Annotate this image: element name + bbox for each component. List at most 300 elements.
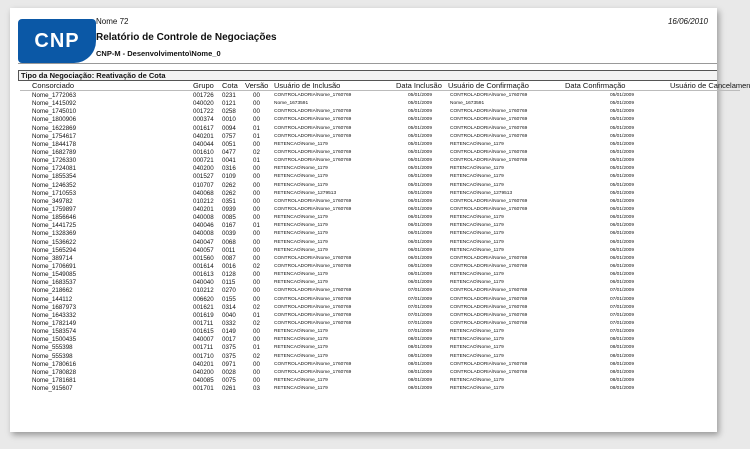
data-confirmacao-cell: 05/01/2009 — [610, 182, 635, 188]
consorciado-cell: Nome_1782149 — [32, 319, 77, 327]
cota-cell: 0149 — [222, 328, 236, 336]
grupo-cell: 000374 — [193, 116, 214, 124]
usuario-confirmacao-cell: CONTROLADORIA\Nome_1760769 — [450, 149, 528, 155]
cota-cell: 0121 — [222, 100, 236, 108]
grupo-cell: 040008 — [193, 214, 214, 222]
usuario-confirmacao-cell: CONTROLADORIA\Nome_1760769 — [450, 320, 528, 326]
versao-cell: 00 — [253, 246, 260, 254]
versao-cell: 00 — [253, 279, 260, 287]
consorciado-cell: Nome_1549085 — [32, 271, 77, 279]
column-header: Cota — [222, 81, 238, 90]
cota-cell: 0109 — [222, 173, 236, 181]
consorciado-cell: Nome_1328369 — [32, 230, 77, 238]
usuario-inclusao-cell: RETENCAO\Nome_1179 — [274, 272, 328, 278]
data-inclusao-cell: 08/01/2009 — [408, 377, 433, 383]
versao-cell: 00 — [253, 336, 260, 344]
cota-cell: 0757 — [222, 132, 236, 140]
versao-cell: 00 — [253, 254, 260, 262]
grupo-cell: 001711 — [193, 344, 214, 352]
usuario-confirmacao-cell: CONTROLADORIA\Nome_1760769 — [450, 304, 528, 310]
usuario-confirmacao-cell: RETENCAO\Nome_1179 — [450, 239, 504, 245]
grupo-cell: 001527 — [193, 173, 214, 181]
usuario-confirmacao-cell: CONTROLADORIA\Nome_1760769 — [450, 361, 528, 367]
usuario-confirmacao-cell: Nome_1673591 — [450, 101, 485, 107]
data-confirmacao-cell: 05/01/2009 — [610, 158, 635, 164]
grupo-cell: 040046 — [193, 222, 214, 230]
data-inclusao-cell: 08/01/2009 — [408, 353, 433, 359]
data-confirmacao-cell: 06/01/2009 — [610, 215, 635, 221]
versao-cell: 00 — [253, 360, 260, 368]
versao-cell: 01 — [253, 132, 260, 140]
usuario-confirmacao-cell: RETENCAO\Nome_1179 — [450, 280, 504, 286]
data-confirmacao-cell: 06/01/2009 — [610, 231, 635, 237]
report-subtitle: CNP-M - Desenvolvimento\Nome_0 — [96, 49, 221, 58]
usuario-inclusao-cell: CONTROLADORIA\Nome_1760769 — [274, 320, 352, 326]
consorciado-cell: Nome_1724081 — [32, 165, 77, 173]
versao-cell: 02 — [253, 319, 260, 327]
consorciado-cell: Nome_1500435 — [32, 336, 77, 344]
grupo-cell: 040040 — [193, 279, 214, 287]
cota-cell: 0316 — [222, 165, 236, 173]
report-page — [10, 8, 750, 432]
grupo-cell: 001722 — [193, 108, 214, 116]
consorciado-cell: Nome_1754617 — [32, 132, 77, 140]
grupo-cell: 010212 — [193, 197, 214, 205]
data-inclusao-cell: 08/01/2009 — [408, 361, 433, 367]
usuario-inclusao-cell: Nome_1673591 — [274, 101, 309, 107]
cota-cell: 0375 — [222, 352, 236, 360]
usuario-confirmacao-cell: RETENCAO\Nome_1179 — [450, 272, 504, 278]
data-inclusao-cell: 05/01/2009 — [408, 141, 433, 147]
table-row — [20, 190, 740, 198]
data-confirmacao-cell: 08/01/2009 — [610, 345, 635, 351]
cota-cell: 0115 — [222, 279, 236, 287]
data-confirmacao-cell: 05/01/2009 — [610, 133, 635, 139]
consorciado-cell: Nome_1780616 — [32, 360, 77, 368]
table-row — [20, 320, 740, 328]
grupo-cell: 040047 — [193, 238, 214, 246]
consorciado-cell: Nome_1643332 — [32, 311, 77, 319]
grupo-cell: 010707 — [193, 181, 214, 189]
usuario-inclusao-cell: CONTROLADORIA\Nome_1760769 — [274, 117, 352, 123]
table-row — [20, 173, 740, 181]
usuario-inclusao-cell: RETENCAO\Nome_1179 — [274, 386, 328, 392]
usuario-confirmacao-cell: CONTROLADORIA\Nome_1760769 — [450, 206, 528, 212]
consorciado-cell: Nome_1687973 — [32, 303, 77, 311]
column-header: Data Inclusão — [396, 81, 442, 90]
consorciado-cell: Nome_1800906 — [32, 116, 77, 124]
table-row — [20, 157, 740, 165]
consorciado-cell: Nome_1855354 — [32, 173, 77, 181]
data-confirmacao-cell: 06/01/2009 — [610, 247, 635, 253]
versao-cell: 00 — [253, 368, 260, 376]
usuario-inclusao-cell: RETENCAO\Nome_1179 — [274, 247, 328, 253]
table-row — [20, 239, 740, 247]
data-confirmacao-cell: 07/01/2009 — [610, 304, 635, 310]
table-row — [20, 116, 740, 124]
table-row — [20, 108, 740, 116]
versao-cell: 00 — [253, 173, 260, 181]
data-inclusao-cell: 05/01/2009 — [408, 182, 433, 188]
cota-cell: 0231 — [222, 92, 236, 99]
usuario-inclusao-cell: RETENCAO\Nome_1179 — [274, 345, 328, 351]
table-row — [20, 222, 740, 230]
usuario-inclusao-cell: CONTROLADORIA\Nome_1760769 — [274, 149, 352, 155]
usuario-inclusao-cell: RETENCAO\Nome_1179 — [274, 353, 328, 359]
usuario-inclusao-cell: CONTROLADORIA\Nome_1760769 — [274, 109, 352, 115]
consorciado-cell: Nome_144112 — [32, 295, 73, 303]
data-inclusao-cell: 06/01/2009 — [408, 263, 433, 269]
data-confirmacao-cell: 07/01/2009 — [610, 320, 635, 326]
consorciado-cell: Nome_1706691 — [32, 262, 77, 270]
consorciado-cell: Nome_218662 — [32, 287, 73, 295]
consorciado-cell: Nome_1710553 — [32, 189, 77, 197]
table-row — [20, 149, 740, 157]
grupo-cell: 040200 — [193, 368, 214, 376]
table-row — [20, 141, 740, 149]
versao-cell: 02 — [253, 148, 260, 156]
usuario-inclusao-cell: RETENCAO\Nome_1179 — [274, 223, 328, 229]
table-row — [20, 271, 740, 279]
data-inclusao-cell: 06/01/2009 — [408, 239, 433, 245]
data-inclusao-cell: 08/01/2009 — [408, 386, 433, 392]
grupo-cell: 010212 — [193, 287, 214, 295]
table-row — [20, 336, 740, 344]
column-header: Grupo — [193, 81, 214, 90]
data-confirmacao-cell: 08/01/2009 — [610, 377, 635, 383]
usuario-inclusao-cell: RETENCAO\Nome_1179 — [274, 182, 328, 188]
column-header: Usuário de Cancelamen — [670, 81, 750, 90]
versao-cell: 00 — [253, 230, 260, 238]
grupo-cell: 001615 — [193, 328, 214, 336]
data-confirmacao-cell: 06/01/2009 — [610, 280, 635, 286]
table-row — [20, 385, 740, 393]
data-confirmacao-cell: 06/01/2009 — [610, 223, 635, 229]
data-confirmacao-cell: 05/01/2009 — [610, 101, 635, 107]
usuario-confirmacao-cell: RETENCAO\Nome_1279513 — [450, 190, 513, 196]
data-confirmacao-cell: 07/01/2009 — [610, 312, 635, 318]
data-confirmacao-cell: 07/01/2009 — [610, 329, 635, 335]
grupo-cell: 040020 — [193, 100, 214, 108]
usuario-confirmacao-cell: RETENCAO\Nome_1179 — [450, 329, 504, 335]
data-confirmacao-cell: 06/01/2009 — [610, 206, 635, 212]
cota-cell: 0971 — [222, 360, 236, 368]
consorciado-cell: Nome_1759897 — [32, 205, 77, 213]
usuario-confirmacao-cell: RETENCAO\Nome_1179 — [450, 174, 504, 180]
usuario-confirmacao-cell: RETENCAO\Nome_1179 — [450, 141, 504, 147]
usuario-confirmacao-cell: CONTROLADORIA\Nome_1760769 — [450, 133, 528, 139]
cota-cell: 0258 — [222, 108, 236, 116]
grupo-cell: 001726 — [193, 92, 214, 99]
report-date: 16/06/2010 — [667, 17, 708, 26]
data-confirmacao-cell: 05/01/2009 — [610, 174, 635, 180]
versao-cell: 00 — [253, 197, 260, 205]
table-row — [20, 165, 740, 173]
data-inclusao-cell: 07/01/2009 — [408, 288, 433, 294]
versao-cell: 02 — [253, 303, 260, 311]
consorciado-cell: Nome_349782 — [32, 197, 73, 205]
table-row — [20, 247, 740, 255]
data-inclusao-cell: 05/01/2009 — [408, 166, 433, 172]
cota-cell: 0094 — [222, 124, 236, 132]
table-row — [20, 255, 740, 263]
table-row — [20, 125, 740, 133]
cota-cell: 0128 — [222, 271, 236, 279]
table-row — [20, 312, 740, 320]
group-header: Tipo da Negociação: Reativação de Cota — [18, 70, 717, 81]
data-inclusao-cell: 06/01/2009 — [408, 223, 433, 229]
consorciado-cell: Nome_1622869 — [32, 124, 77, 132]
data-inclusao-cell: 05/01/2009 — [408, 174, 433, 180]
data-inclusao-cell: 07/01/2009 — [408, 312, 433, 318]
consorciado-cell: Nome_1583574 — [32, 328, 77, 336]
data-inclusao-cell: 06/01/2009 — [408, 231, 433, 237]
report-table-body — [20, 92, 740, 393]
table-row — [20, 296, 740, 304]
usuario-inclusao-cell: CONTROLADORIA\Nome_1760769 — [274, 125, 352, 131]
cota-cell: 0262 — [222, 189, 236, 197]
grupo-cell: 001610 — [193, 148, 214, 156]
data-inclusao-cell: 05/01/2009 — [408, 117, 433, 123]
data-inclusao-cell: 06/01/2009 — [408, 198, 433, 204]
versao-cell: 00 — [253, 295, 260, 303]
consorciado-cell: Nome_1745010 — [32, 108, 77, 116]
data-inclusao-cell: 07/01/2009 — [408, 296, 433, 302]
data-inclusao-cell: 06/01/2009 — [408, 206, 433, 212]
usuario-inclusao-cell: RETENCAO\Nome_1279513 — [274, 190, 337, 196]
table-row — [20, 206, 740, 214]
usuario-inclusao-cell: CONTROLADORIA\Nome_1760769 — [274, 255, 352, 261]
consorciado-cell: Nome_1565294 — [32, 246, 77, 254]
usuario-confirmacao-cell: RETENCAO\Nome_1179 — [450, 182, 504, 188]
cota-cell: 0041 — [222, 157, 236, 165]
usuario-inclusao-cell: RETENCAO\Nome_1179 — [274, 337, 328, 343]
cota-cell: 0375 — [222, 344, 236, 352]
usuario-inclusao-cell: CONTROLADORIA\Nome_1760769 — [274, 133, 352, 139]
versao-cell: 00 — [253, 287, 260, 295]
cota-cell: 0332 — [222, 319, 236, 327]
grupo-cell: 000721 — [193, 157, 214, 165]
data-inclusao-cell: 08/01/2009 — [408, 337, 433, 343]
usuario-inclusao-cell: CONTROLADORIA\Nome_1760769 — [274, 288, 352, 294]
versao-cell: 00 — [253, 100, 260, 108]
column-header: Usuário de Confirmação — [448, 81, 529, 90]
consorciado-cell: Nome_389714 — [32, 254, 73, 262]
versao-cell: 00 — [253, 116, 260, 124]
usuario-confirmacao-cell: CONTROLADORIA\Nome_1760769 — [450, 109, 528, 115]
usuario-confirmacao-cell: CONTROLADORIA\Nome_1760769 — [450, 369, 528, 375]
user-label: Nome 72 — [96, 17, 129, 26]
table-row — [20, 263, 740, 271]
versao-cell: 00 — [253, 238, 260, 246]
table-row — [20, 304, 740, 312]
versao-cell: 00 — [253, 108, 260, 116]
usuario-inclusao-cell: RETENCAO\Nome_1179 — [274, 166, 328, 172]
cota-cell: 0068 — [222, 238, 236, 246]
usuario-inclusao-cell: RETENCAO\Nome_1179 — [274, 174, 328, 180]
usuario-confirmacao-cell: RETENCAO\Nome_1179 — [450, 247, 504, 253]
data-confirmacao-cell: 08/01/2009 — [610, 353, 635, 359]
usuario-inclusao-cell: RETENCAO\Nome_1179 — [274, 141, 328, 147]
column-header: Usuário de Inclusão — [274, 81, 341, 90]
data-confirmacao-cell: 06/01/2009 — [610, 198, 635, 204]
data-inclusao-cell: 05/01/2009 — [408, 133, 433, 139]
usuario-inclusao-cell: RETENCAO\Nome_1179 — [274, 231, 328, 237]
data-confirmacao-cell: 06/01/2009 — [610, 239, 635, 245]
consorciado-cell: Nome_1781681 — [32, 376, 77, 384]
usuario-confirmacao-cell: CONTROLADORIA\Nome_1760769 — [450, 312, 528, 318]
cota-cell: 0167 — [222, 222, 236, 230]
column-header: Data Confirmação — [565, 81, 626, 90]
versao-cell: 03 — [253, 385, 260, 393]
usuario-confirmacao-cell: RETENCAO\Nome_1179 — [450, 377, 504, 383]
data-confirmacao-cell: 05/01/2009 — [610, 93, 635, 98]
column-header-row — [20, 81, 750, 91]
usuario-confirmacao-cell: CONTROLADORIA\Nome_1760769 — [450, 117, 528, 123]
grupo-cell: 001711 — [193, 319, 214, 327]
usuario-confirmacao-cell: RETENCAO\Nome_1179 — [450, 215, 504, 221]
data-inclusao-cell: 05/01/2009 — [408, 101, 433, 107]
data-confirmacao-cell: 05/01/2009 — [610, 149, 635, 155]
header-divider — [18, 63, 717, 64]
grupo-cell: 001619 — [193, 311, 214, 319]
usuario-inclusao-cell: CONTROLADORIA\Nome_1760769 — [274, 93, 352, 98]
versao-cell: 01 — [253, 311, 260, 319]
usuario-confirmacao-cell: RETENCAO\Nome_1179 — [450, 386, 504, 392]
cota-cell: 0085 — [222, 214, 236, 222]
consorciado-cell: Nome_555398 — [32, 344, 73, 352]
table-row — [20, 230, 740, 238]
cota-cell: 0028 — [222, 368, 236, 376]
data-inclusao-cell: 07/01/2009 — [408, 329, 433, 335]
cota-cell: 0314 — [222, 303, 236, 311]
versao-cell: 01 — [253, 222, 260, 230]
cota-cell: 0017 — [222, 336, 236, 344]
data-confirmacao-cell: 07/01/2009 — [610, 296, 635, 302]
table-row — [20, 214, 740, 222]
cota-cell: 0262 — [222, 181, 236, 189]
usuario-inclusao-cell: CONTROLADORIA\Nome_1760769 — [274, 312, 352, 318]
cota-cell: 0270 — [222, 287, 236, 295]
consorciado-cell: Nome_1415092 — [32, 100, 77, 108]
cota-cell: 0051 — [222, 140, 236, 148]
data-inclusao-cell: 08/01/2009 — [408, 369, 433, 375]
versao-cell: 00 — [253, 92, 260, 99]
table-row — [20, 133, 740, 141]
table-row — [20, 353, 740, 361]
grupo-cell: 040201 — [193, 132, 214, 140]
grupo-cell: 001613 — [193, 271, 214, 279]
cota-cell: 0939 — [222, 205, 236, 213]
grupo-cell: 040044 — [193, 140, 214, 148]
column-header: Versão — [245, 81, 269, 90]
usuario-inclusao-cell: CONTROLADORIA\Nome_1760769 — [274, 369, 352, 375]
usuario-inclusao-cell: RETENCAO\Nome_1179 — [274, 329, 328, 335]
grupo-cell: 001560 — [193, 254, 214, 262]
column-header: Consorciado — [32, 81, 75, 90]
usuario-confirmacao-cell: CONTROLADORIA\Nome_1760769 — [450, 296, 528, 302]
usuario-inclusao-cell: RETENCAO\Nome_1179 — [274, 239, 328, 245]
usuario-confirmacao-cell: RETENCAO\Nome_1179 — [450, 231, 504, 237]
data-inclusao-cell: 05/01/2009 — [408, 93, 433, 98]
table-row — [20, 361, 740, 369]
usuario-confirmacao-cell: CONTROLADORIA\Nome_1760769 — [450, 263, 528, 269]
versao-cell: 01 — [253, 124, 260, 132]
consorciado-cell: Nome_1772063 — [32, 92, 77, 99]
data-inclusao-cell: 05/01/2009 — [408, 190, 433, 196]
table-row — [20, 279, 740, 287]
usuario-confirmacao-cell: RETENCAO\Nome_1179 — [450, 223, 504, 229]
grupo-cell: 001701 — [193, 385, 214, 393]
data-inclusao-cell: 05/01/2009 — [408, 109, 433, 115]
grupo-cell: 040201 — [193, 205, 214, 213]
cota-cell: 0075 — [222, 376, 236, 384]
cota-cell: 0261 — [222, 385, 236, 393]
data-confirmacao-cell: 08/01/2009 — [610, 386, 635, 392]
grupo-cell: 040085 — [193, 376, 214, 384]
versao-cell: 00 — [253, 140, 260, 148]
usuario-confirmacao-cell: CONTROLADORIA\Nome_1760769 — [450, 198, 528, 204]
data-inclusao-cell: 07/01/2009 — [408, 320, 433, 326]
table-row — [20, 182, 740, 190]
usuario-inclusao-cell: CONTROLADORIA\Nome_1760769 — [274, 361, 352, 367]
grupo-cell: 001710 — [193, 352, 214, 360]
data-confirmacao-cell: 05/01/2009 — [610, 166, 635, 172]
grupo-cell: 040201 — [193, 360, 214, 368]
consorciado-cell: Nome_1536622 — [32, 238, 77, 246]
usuario-confirmacao-cell: RETENCAO\Nome_1179 — [450, 337, 504, 343]
table-row — [20, 198, 740, 206]
consorciado-cell: Nome_1441725 — [32, 222, 77, 230]
grupo-cell: 040200 — [193, 165, 214, 173]
cota-cell: 0010 — [222, 116, 236, 124]
data-confirmacao-cell: 08/01/2009 — [610, 369, 635, 375]
data-confirmacao-cell: 06/01/2009 — [610, 263, 635, 269]
cota-cell: 0039 — [222, 230, 236, 238]
usuario-confirmacao-cell: RETENCAO\Nome_1179 — [450, 166, 504, 172]
data-confirmacao-cell: 05/01/2009 — [610, 125, 635, 131]
data-confirmacao-cell: 05/01/2009 — [610, 190, 635, 196]
grupo-cell: 006620 — [193, 295, 214, 303]
table-row — [20, 92, 740, 100]
cota-cell: 0040 — [222, 311, 236, 319]
consorciado-cell: Nome_1844178 — [32, 140, 77, 148]
data-confirmacao-cell: 05/01/2009 — [610, 117, 635, 123]
grupo-cell: 001621 — [193, 303, 214, 311]
cota-cell: 0351 — [222, 197, 236, 205]
grupo-cell: 040007 — [193, 336, 214, 344]
data-inclusao-cell: 06/01/2009 — [408, 215, 433, 221]
consorciado-cell: Nome_1726330 — [32, 157, 77, 165]
data-confirmacao-cell: 05/01/2009 — [610, 109, 635, 115]
cota-cell: 0016 — [222, 262, 236, 270]
consorciado-cell: Nome_1246352 — [32, 181, 77, 189]
versao-cell: 00 — [253, 205, 260, 213]
grupo-cell: 001614 — [193, 262, 214, 270]
data-confirmacao-cell: 06/01/2009 — [610, 255, 635, 261]
versao-cell: 00 — [253, 271, 260, 279]
data-inclusao-cell: 06/01/2009 — [408, 247, 433, 253]
table-row — [20, 344, 740, 352]
data-inclusao-cell: 05/01/2009 — [408, 158, 433, 164]
consorciado-cell: Nome_555398 — [32, 352, 73, 360]
consorciado-cell: Nome_1856646 — [32, 214, 77, 222]
table-row — [20, 377, 740, 385]
versao-cell: 00 — [253, 376, 260, 384]
versao-cell: 00 — [253, 328, 260, 336]
versao-cell: 02 — [253, 352, 260, 360]
cota-cell: 0011 — [222, 246, 236, 254]
